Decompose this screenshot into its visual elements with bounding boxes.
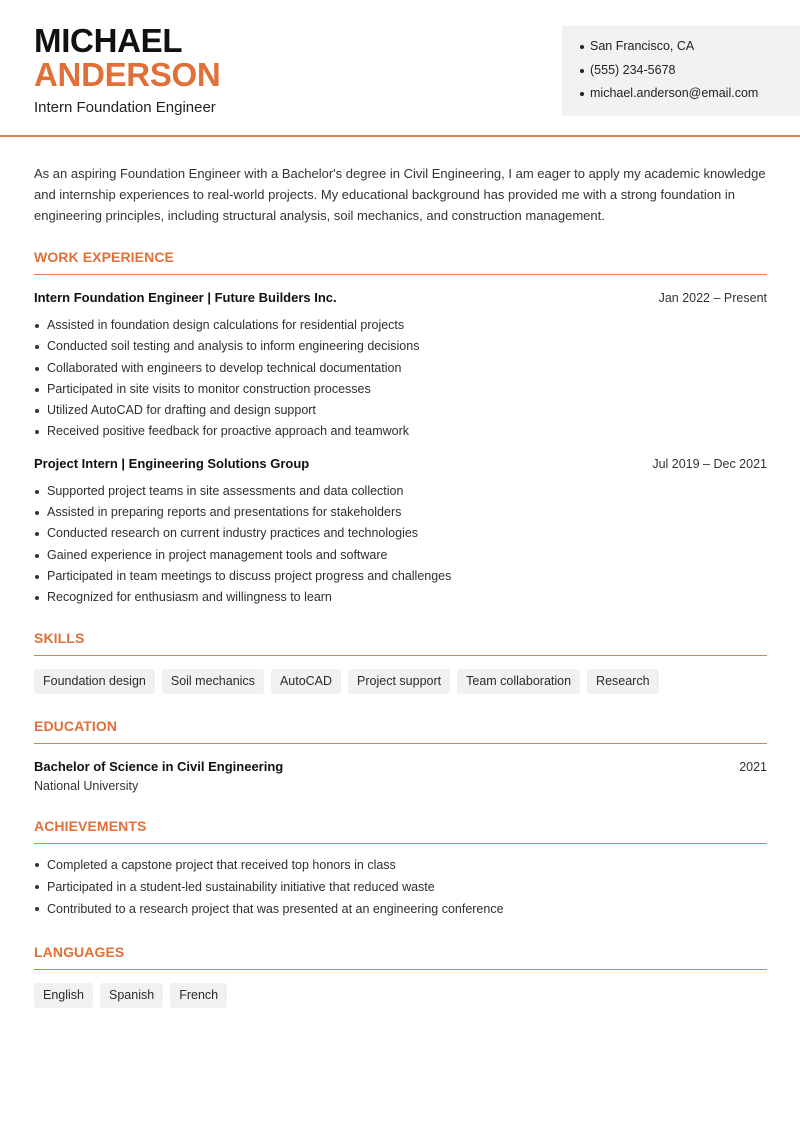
job-role: Intern Foundation Engineer | Future Builders Inc. [34,290,337,305]
list-item: Completed a capstone project that received top honors in class [34,854,767,876]
languages-section [34,944,767,1008]
resume-header [0,0,800,137]
education-section [34,718,767,793]
contact-list [580,38,800,109]
job-header [34,456,767,471]
education-header [34,759,767,774]
achievement-list [34,854,767,920]
skill-chips [34,669,767,694]
skill-chip: Research [587,669,659,694]
list-item: Assisted in foundation design calculations for residential projects [34,315,767,336]
language-chip: Spanish [100,983,163,1008]
section-heading: EDUCATION [34,718,767,744]
list-item: Participated in site visits to monitor construction processes [34,379,767,400]
list-item: Collaborated with engineers to develop technical documentation [34,358,767,379]
degree: Bachelor of Science in Civil Engineering [34,758,284,774]
language-chip: French [170,983,227,1008]
job-dates: Jul 2019 – Dec 2021 [652,456,767,471]
list-item: Contributed to a research project that was presented at an engineering conference [34,898,767,920]
skill-chip: AutoCAD [271,669,341,694]
skills-section [34,630,767,694]
work-experience-section [34,249,767,609]
graduation-year: 2021 [739,759,767,774]
list-item: Conducted soil testing and analysis to inform engineering decisions [34,336,767,357]
school-name: National University [34,778,139,793]
job-header [34,290,767,305]
skill-chip: Soil mechanics [162,669,264,694]
skill-chip: Team collaboration [457,669,580,694]
section-heading: LANGUAGES [34,944,767,970]
first-name: MICHAEL [34,22,183,59]
achievements-section [34,818,767,920]
job-bullets [34,481,767,609]
list-item: Recognized for enthusiasm and willingness to learn [34,587,767,608]
resume-body [34,163,767,1008]
section-heading: WORK EXPERIENCE [34,249,767,275]
section-heading: SKILLS [34,630,767,656]
summary-paragraph: As an aspiring Foundation Engineer with a Bachelor's degree in Civil Engineering, I am eager to apply my academic knowledge and internship experiences to real-world projects. My educational background has provided me with a strong foundation in engineering principles, including structural analysis, soil mechanics, and construction management. [34,166,766,223]
job-role: Project Intern | Engineering Solutions Group [34,455,310,471]
last-name: ANDERSON [34,56,221,93]
language-chip: English [34,983,93,1008]
contact-email[interactable]: michael.anderson@email.com [580,85,800,109]
skill-chip: Foundation design [34,669,155,694]
list-item: Gained experience in project management tools and software [34,545,767,566]
language-chips [34,983,767,1008]
list-item: Participated in team meetings to discuss project progress and challenges [34,566,767,587]
section-heading: ACHIEVEMENTS [34,818,767,844]
list-item: Utilized AutoCAD for drafting and design support [34,400,767,421]
job-title: Intern Foundation Engineer [34,99,216,116]
list-item: Participated in a student-led sustainability initiative that reduced waste [34,876,767,898]
list-item: Assisted in preparing reports and presentations for stakeholders [34,502,767,523]
job-bullets [34,315,767,443]
candidate-name [34,24,220,91]
list-item: Conducted research on current industry practices and technologies [34,523,767,544]
skill-chip: Project support [348,669,450,694]
contact-location: San Francisco, CA [580,38,800,62]
job-dates: Jan 2022 – Present [658,291,767,305]
contact-box [562,26,800,116]
contact-phone: (555) 234-5678 [580,62,800,86]
list-item: Received positive feedback for proactive approach and teamwork [34,421,767,442]
list-item: Supported project teams in site assessments and data collection [34,481,767,502]
